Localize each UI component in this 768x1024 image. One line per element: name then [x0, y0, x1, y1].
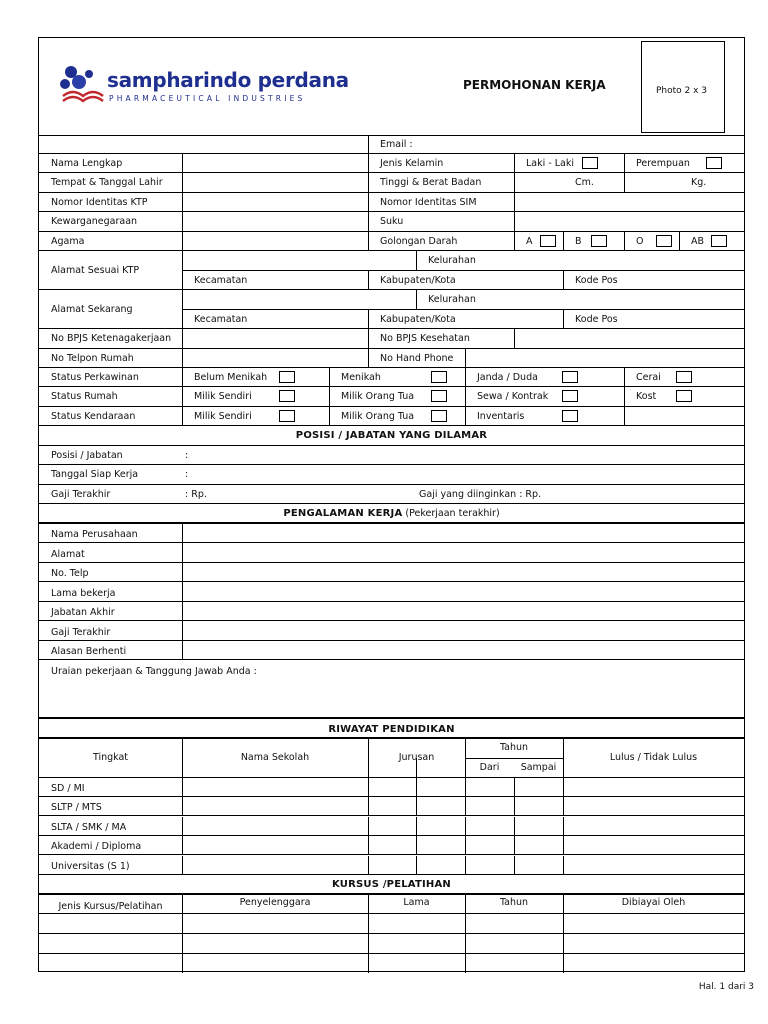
- label-sewa-kontrak: Sewa / Kontrak: [477, 391, 549, 402]
- label-bpjs-tk: No BPJS Ketenagakerjaan: [51, 333, 172, 344]
- col-dibiayai-oleh: Dibiayai Oleh: [621, 897, 686, 908]
- section-kursus-header: [39, 875, 744, 895]
- pengalaman-label: Lama bekerja: [51, 588, 116, 599]
- posisi-colon: :: [185, 450, 189, 461]
- pengalaman-input[interactable]: [183, 563, 744, 581]
- pendidikan-tingkat-label: Akademi / Diploma: [51, 841, 142, 852]
- checkbox-sewa-kontrak[interactable]: [562, 390, 578, 402]
- pendidikan-row: [39, 797, 744, 816]
- pengalaman-label: Alasan Berhenti: [51, 646, 127, 657]
- checkbox-kendaraan-milik-sendiri[interactable]: [279, 410, 295, 422]
- col-penyelenggara: Penyelenggara: [239, 897, 311, 908]
- company-name: sampharindo perdana: [107, 68, 349, 92]
- label-kodepos-sekarang: Kode Pos: [575, 314, 618, 325]
- row-ktp: [39, 193, 744, 212]
- label-laki: Laki - Laki: [526, 158, 574, 169]
- label-kabupaten-sekarang: Kabupaten/Kota: [380, 314, 456, 325]
- label-janda-duda: Janda / Duda: [477, 372, 538, 383]
- form-title: PERMOHONAN KERJA: [463, 78, 606, 92]
- checkbox-belum-menikah[interactable]: [279, 371, 295, 383]
- checkbox-menikah[interactable]: [431, 371, 447, 383]
- pengalaman-input[interactable]: [183, 582, 744, 601]
- kursus-row[interactable]: [39, 914, 744, 934]
- label-kendaraan-milik-ortu: Milik Orang Tua: [341, 411, 415, 422]
- pengalaman-label: No. Telp: [51, 568, 89, 579]
- label-kewarganegaraan: Kewarganegaraan: [51, 216, 138, 227]
- label-telpon-rumah: No Telpon Rumah: [51, 353, 134, 364]
- label-bpjs-kesehatan: No BPJS Kesehatan: [380, 333, 470, 344]
- company-tagline: PHARMACEUTICAL INDUSTRIES: [109, 94, 306, 103]
- label-inventaris: Inventaris: [477, 411, 525, 422]
- checkbox-rumah-milik-sendiri[interactable]: [279, 390, 295, 402]
- label-nama: Nama Lengkap: [51, 158, 123, 169]
- siap-colon: :: [185, 469, 189, 480]
- pengalaman-row: [39, 582, 744, 602]
- label-alamat-sekarang: Alamat Sekarang: [51, 304, 133, 315]
- pengalaman-row: [39, 543, 744, 563]
- label-gaji-diinginkan: Gaji yang diinginkan : Rp.: [419, 489, 542, 500]
- label-posisi: Posisi / Jabatan: [51, 450, 123, 461]
- label-kg: Kg.: [691, 177, 707, 188]
- checkbox-inventaris[interactable]: [562, 410, 578, 422]
- pendidikan-tingkat-label: SLTP / MTS: [51, 802, 102, 813]
- label-status-rumah: Status Rumah: [51, 391, 118, 402]
- label-uraian: Uraian pekerjaan & Tanggung Jawab Anda :: [51, 666, 257, 677]
- label-kelurahan-ktp: Kelurahan: [428, 255, 476, 266]
- label-menikah: Menikah: [341, 372, 381, 383]
- email-label: Email :: [380, 139, 413, 150]
- checkbox-laki[interactable]: [582, 157, 598, 169]
- pendidikan-column-headers: [39, 739, 744, 778]
- pendidikan-row: [39, 836, 744, 855]
- section-posisi-header: [39, 426, 744, 446]
- posisi-header: POSISI / JABATAN YANG DILAMAR: [295, 430, 488, 441]
- col-tahun: Tahun: [499, 742, 529, 753]
- label-agama: Agama: [51, 236, 85, 247]
- checkbox-perempuan[interactable]: [706, 157, 722, 169]
- pengalaman-row: [39, 621, 744, 641]
- row-nama: [39, 154, 744, 173]
- checkbox-rumah-milik-ortu[interactable]: [431, 390, 447, 402]
- label-status-perkawinan: Status Perkawinan: [51, 372, 139, 383]
- label-gol-a: A: [526, 236, 533, 247]
- pendidikan-tingkat-label: SD / MI: [51, 783, 85, 794]
- label-kecamatan-ktp: Kecamatan: [194, 275, 248, 286]
- row-agama: [39, 232, 744, 251]
- pengalaman-label: Nama Perusahaan: [51, 529, 138, 540]
- pengalaman-label: Jabatan Akhir: [51, 607, 115, 618]
- kursus-row[interactable]: [39, 953, 744, 973]
- gaji-rp: : Rp.: [185, 489, 207, 500]
- label-kelurahan-sekarang: Kelurahan: [428, 294, 476, 305]
- label-gol-o: O: [636, 236, 644, 247]
- row-ttl: [39, 173, 744, 193]
- checkbox-kost[interactable]: [676, 390, 692, 402]
- label-kecamatan-sekarang: Kecamatan: [194, 314, 248, 325]
- pengalaman-input[interactable]: [183, 602, 744, 620]
- pengalaman-label: Gaji Terakhir: [51, 627, 111, 638]
- col-jenis-kursus: Jenis Kursus/Pelatihan: [58, 901, 163, 912]
- checkbox-gol-b[interactable]: [591, 235, 607, 247]
- label-ttl: Tempat & Tanggal Lahir: [51, 177, 163, 188]
- label-suku: Suku: [380, 216, 404, 227]
- label-jenis-kelamin: Jenis Kelamin: [380, 158, 444, 169]
- pengalaman-input[interactable]: [183, 524, 744, 542]
- label-status-kendaraan: Status Kendaraan: [51, 411, 136, 422]
- label-kodepos-ktp: Kode Pos: [575, 275, 618, 286]
- pengalaman-input[interactable]: [183, 641, 744, 659]
- label-rumah-milik-sendiri: Milik Sendiri: [194, 391, 252, 402]
- row-alamat-sekarang: [39, 290, 744, 329]
- col-tingkat: Tingkat: [92, 752, 129, 763]
- pendidikan-row: [39, 778, 744, 797]
- label-golongan-darah: Golongan Darah: [380, 236, 458, 247]
- checkbox-cerai[interactable]: [676, 371, 692, 383]
- kursus-column-headers: [39, 895, 744, 914]
- col-dari: Dari: [479, 762, 500, 773]
- form-header: [39, 38, 744, 136]
- row-posisi: [39, 446, 744, 465]
- col-nama-sekolah: Nama Sekolah: [240, 752, 310, 763]
- label-gol-ab: AB: [691, 236, 705, 247]
- kursus-header: KURSUS /PELATIHAN: [332, 879, 451, 890]
- pengalaman-header: [39, 508, 744, 520]
- label-kost: Kost: [636, 391, 657, 402]
- pendidikan-row: [39, 856, 744, 875]
- row-status-perkawinan: [39, 368, 744, 387]
- kursus-row[interactable]: [39, 934, 744, 954]
- col-sampai: Sampai: [520, 762, 557, 773]
- col-lama: Lama: [403, 897, 430, 908]
- label-tinggi: Tinggi & Berat Badan: [380, 177, 482, 188]
- row-bpjs: [39, 329, 744, 349]
- label-kabupaten-ktp: Kabupaten/Kota: [380, 275, 456, 286]
- application-form: [38, 37, 745, 972]
- label-perempuan: Perempuan: [636, 158, 690, 169]
- row-status-rumah: [39, 387, 744, 407]
- label-sim: Nomor Identitas SIM: [380, 197, 477, 208]
- photo-label: Photo 2 x 3: [656, 86, 708, 96]
- checkbox-gol-a[interactable]: [540, 235, 556, 247]
- checkbox-gol-o[interactable]: [656, 235, 672, 247]
- label-belum-menikah: Belum Menikah: [194, 372, 268, 383]
- pendidikan-tingkat-label: SLTA / SMK / MA: [51, 822, 127, 833]
- checkbox-gol-ab[interactable]: [711, 235, 727, 247]
- label-siap-kerja: Tanggal Siap Kerja: [51, 469, 139, 480]
- photo-box: [641, 41, 725, 133]
- checkbox-janda-duda[interactable]: [562, 371, 578, 383]
- label-rumah-milik-ortu: Milik Orang Tua: [341, 391, 415, 402]
- pendidikan-row: [39, 817, 744, 836]
- pengalaman-row: [39, 602, 744, 621]
- label-hand-phone: No Hand Phone: [380, 353, 454, 364]
- label-ktp: Nomor Identitas KTP: [51, 197, 148, 208]
- company-logo-icon: [59, 62, 107, 108]
- row-email: [39, 136, 744, 154]
- row-kewarganegaraan: [39, 212, 744, 232]
- section-pengalaman-header: [39, 504, 744, 524]
- label-gaji-terakhir: Gaji Terakhir: [51, 489, 111, 500]
- row-uraian: [39, 660, 744, 719]
- pengalaman-input[interactable]: [183, 543, 744, 562]
- row-siap-kerja: [39, 465, 744, 485]
- pengalaman-input[interactable]: [183, 621, 744, 640]
- pengalaman-title: PENGALAMAN KERJA: [283, 508, 403, 519]
- pendidikan-header: RIWAYAT PENDIDIKAN: [328, 724, 455, 735]
- pengalaman-note: (Pekerjaan terakhir): [405, 508, 500, 519]
- row-gaji: [39, 485, 744, 504]
- pengalaman-row: [39, 524, 744, 543]
- pengalaman-row: [39, 563, 744, 582]
- row-alamat-ktp: [39, 251, 744, 290]
- page-number: Hal. 1 dari 3: [698, 982, 754, 992]
- row-telpon: [39, 349, 744, 368]
- label-alamat-ktp: Alamat Sesuai KTP: [51, 265, 140, 276]
- col-jurusan: Jurusan: [398, 752, 435, 763]
- col-lulus: Lulus / Tidak Lulus: [609, 752, 698, 763]
- pendidikan-tingkat-label: Universitas (S 1): [51, 861, 130, 872]
- pengalaman-label: Alamat: [51, 549, 85, 560]
- label-cm: Cm.: [575, 177, 594, 188]
- pengalaman-row: [39, 641, 744, 660]
- section-pendidikan-header: [39, 719, 744, 739]
- row-status-kendaraan: [39, 407, 744, 426]
- label-cerai: Cerai: [636, 372, 661, 383]
- checkbox-kendaraan-milik-ortu[interactable]: [431, 410, 447, 422]
- col-kursus-tahun: Tahun: [499, 897, 529, 908]
- label-kendaraan-milik-sendiri: Milik Sendiri: [194, 411, 252, 422]
- label-gol-b: B: [575, 236, 582, 247]
